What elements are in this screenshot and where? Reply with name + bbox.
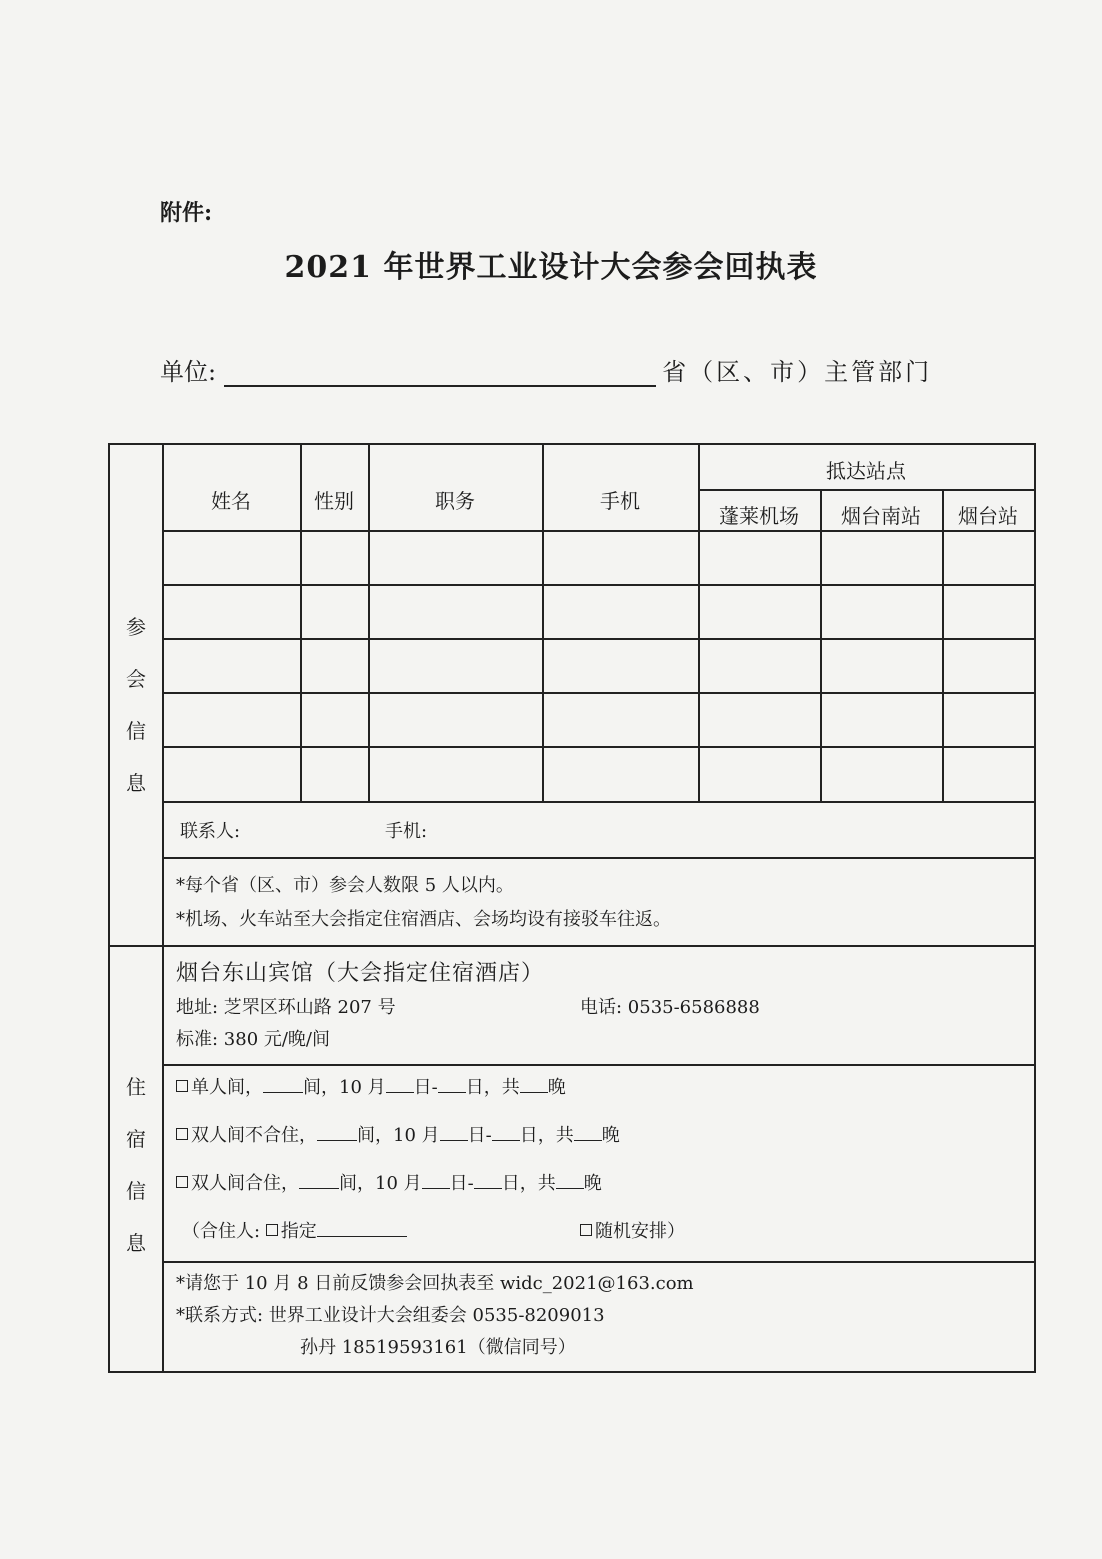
single-nights-field[interactable]: [520, 1074, 548, 1093]
hotel-phone: 电话: 0535-6586888: [580, 997, 760, 1018]
header-position: 职务: [435, 489, 475, 513]
double-share-rooms-field[interactable]: [299, 1170, 339, 1189]
attendance-section-label: 参 会 信 息: [126, 615, 146, 795]
hotel-price: 标准: 380 元/晚/间: [176, 1029, 330, 1050]
double-no-share-nights-field[interactable]: [574, 1122, 602, 1141]
double-share-nights-field[interactable]: [556, 1170, 584, 1189]
double-no-share-to-day-field[interactable]: [492, 1122, 520, 1141]
roommate-random-checkbox[interactable]: [580, 1224, 592, 1236]
unit-label: 单位:: [160, 358, 217, 386]
note-1: *每个省（区、市）参会人数限 5 人以内。: [176, 875, 514, 896]
header-arrival: 抵达站点: [826, 459, 906, 483]
contact-person-label: 联系人:: [180, 821, 241, 842]
roommate-random: 随机安排）: [580, 1217, 685, 1243]
lodging-section-label: 住 宿 信 息: [126, 1075, 146, 1255]
header-name: 姓名: [211, 489, 251, 513]
header-station-yantai-south: 烟台南站: [841, 504, 921, 528]
hotel-name: 烟台东山宾馆（大会指定住宿酒店）: [176, 961, 545, 986]
unit-input[interactable]: [224, 357, 656, 387]
page-title: 2021 年世界工业设计大会参会回执表: [284, 250, 818, 285]
footer-contact-person: 孙丹 18519593161（微信同号）: [300, 1337, 576, 1358]
roommate-assigned-checkbox[interactable]: [266, 1224, 278, 1236]
footer-deadline: *请您于 10 月 8 日前反馈参会回执表至 widc_2021@163.com: [176, 1273, 694, 1294]
footer-contact: *联系方式: 世界工业设计大会组委会 0535-8209013: [176, 1305, 605, 1326]
single-to-day-field[interactable]: [438, 1074, 466, 1093]
double-no-share-checkbox[interactable]: [176, 1128, 188, 1140]
double-share-from-day-field[interactable]: [422, 1170, 450, 1189]
room-option-double-share: 双人间合住， 间，10 月 日- 日，共 晚: [176, 1169, 602, 1195]
double-no-share-rooms-field[interactable]: [317, 1122, 357, 1141]
note-2: *机场、火车站至大会指定住宿酒店、会场均设有接驳车往返。: [176, 909, 671, 930]
header-gender: 性别: [314, 489, 354, 513]
roommate-name-field[interactable]: [317, 1218, 407, 1237]
unit-row: [160, 352, 932, 387]
attachment-label: 附件:: [160, 200, 213, 226]
hotel-address: 地址: 芝罘区环山路 207 号: [176, 997, 396, 1018]
header-phone: 手机: [600, 489, 640, 513]
double-share-to-day-field[interactable]: [474, 1170, 502, 1189]
header-station-penglai-airport: 蓬莱机场: [719, 504, 799, 528]
double-no-share-from-day-field[interactable]: [440, 1122, 468, 1141]
room-option-single: 单人间， 间，10 月 日- 日，共 晚: [176, 1073, 566, 1099]
single-from-day-field[interactable]: [386, 1074, 414, 1093]
single-rooms-field[interactable]: [263, 1074, 303, 1093]
single-checkbox[interactable]: [176, 1080, 188, 1092]
double-share-checkbox[interactable]: [176, 1176, 188, 1188]
reply-form: [108, 443, 1036, 1373]
unit-suffix: 省（区、市）主管部门: [662, 358, 933, 386]
contact-phone-label: 手机:: [385, 821, 428, 842]
room-option-double-no-share: 双人间不合住， 间，10 月 日- 日，共 晚: [176, 1121, 620, 1147]
roommate-row: （合住人: 指定: [182, 1217, 407, 1243]
header-station-yantai: 烟台站: [958, 504, 1018, 528]
